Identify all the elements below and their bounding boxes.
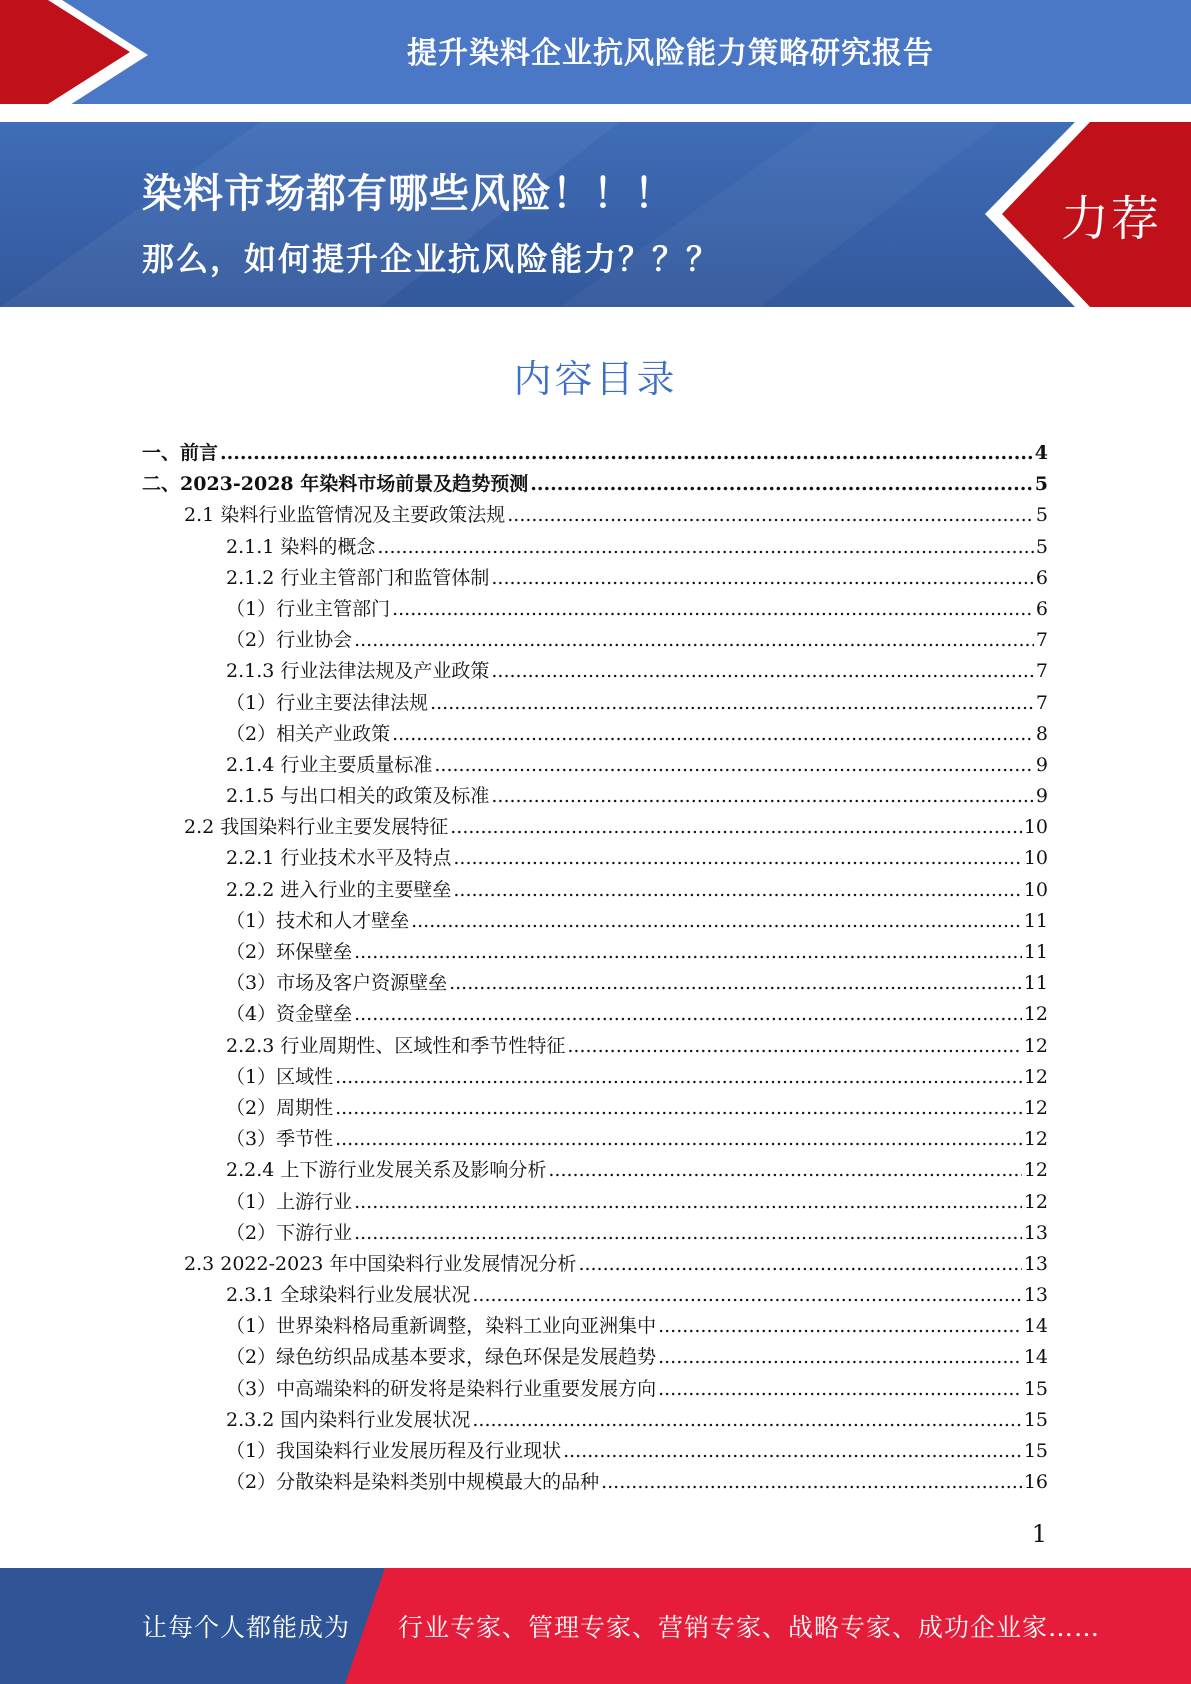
- toc-entry-label: （3）市场及客户资源壁垒: [226, 972, 448, 995]
- toc-leader-dots: [530, 469, 1033, 500]
- toc-entry[interactable]: [142, 1342, 1048, 1373]
- toc-entry-label: 一、前言: [142, 442, 219, 464]
- toc-entry-label: 二、2023-2028 年染料市场前景及趋势预测: [142, 473, 529, 496]
- toc-entry-label: （2）下游行业: [226, 1221, 353, 1244]
- toc-entry-page: 6: [1035, 597, 1048, 620]
- toc-entry-label: 2.2.2 进入行业的主要壁垒: [226, 878, 452, 901]
- toc-leader-dots: [335, 1062, 1022, 1093]
- toc-entry[interactable]: [142, 781, 1048, 812]
- toc-entry-label: （1）行业主要法律法规: [226, 691, 429, 714]
- toc-entry-page: 12: [1023, 1159, 1048, 1182]
- toc-entry-page: 10: [1023, 847, 1048, 870]
- report-title: 提升染料企业抗风险能力策略研究报告: [407, 36, 934, 71]
- toc-entry-page: 12: [1023, 1065, 1048, 1088]
- toc-entry-page: 12: [1023, 1128, 1048, 1151]
- toc-entry-page: 14: [1023, 1346, 1048, 1369]
- toc-leader-dots: [220, 438, 1033, 469]
- toc-entry-page: 8: [1035, 722, 1048, 745]
- toc-entry[interactable]: [142, 438, 1048, 469]
- toc-entry-page: 12: [1023, 1003, 1048, 1026]
- toc-leader-dots: [491, 563, 1034, 594]
- toc-leader-dots: [354, 937, 1022, 968]
- toc-leader-dots: [658, 1342, 1022, 1373]
- toc-entry[interactable]: [142, 1436, 1048, 1467]
- footer-slogan-right: 行业专家、管理专家、营销专家、战略专家、成功企业家……: [398, 1613, 1101, 1642]
- toc-leader-dots: [567, 1031, 1021, 1062]
- toc-entry[interactable]: [142, 1218, 1048, 1249]
- toc-entry-label: 2.3.1 全球染料行业发展状况: [226, 1284, 471, 1307]
- toc-leader-dots: [453, 843, 1021, 874]
- footer: [0, 1568, 1191, 1684]
- toc-leader-dots: [491, 656, 1034, 687]
- toc-leader-dots: [658, 1374, 1022, 1405]
- toc-entry-label: 2.1.3 行业法律法规及产业政策: [226, 660, 490, 683]
- toc-entry[interactable]: [142, 656, 1048, 687]
- toc-entry-page: 13: [1023, 1221, 1048, 1244]
- banner-subheadline: 那么，如何提升企业抗风险能力？？？: [142, 240, 721, 278]
- toc-entry[interactable]: [142, 812, 1048, 843]
- toc-entry[interactable]: [142, 563, 1048, 594]
- toc-entry[interactable]: [142, 469, 1048, 500]
- toc-leader-dots: [354, 1187, 1022, 1218]
- toc-entry-page: 7: [1035, 629, 1048, 652]
- toc-entry[interactable]: [142, 1467, 1048, 1498]
- toc-entry-page: 5: [1034, 473, 1048, 496]
- toc-leader-dots: [434, 750, 1034, 781]
- toc-entry-page: 15: [1023, 1408, 1048, 1431]
- toc-leader-dots: [392, 594, 1034, 625]
- toc-entry-page: 14: [1023, 1315, 1048, 1338]
- toc-entry-label: 2.2.3 行业周期性、区域性和季节性特征: [226, 1034, 566, 1057]
- toc-entry-page: 7: [1035, 691, 1048, 714]
- toc-leader-dots: [377, 532, 1034, 563]
- toc-leader-dots: [472, 1280, 1021, 1311]
- toc-entry-label: （1）区域性: [226, 1065, 334, 1088]
- toc-entry-page: 9: [1035, 753, 1048, 776]
- toc-entry-page: 13: [1023, 1252, 1048, 1275]
- toc-leader-dots: [507, 500, 1034, 531]
- toc-entry-label: （2）周期性: [226, 1096, 334, 1119]
- toc-entry[interactable]: [142, 1155, 1048, 1186]
- toc-leader-dots: [354, 625, 1034, 656]
- hero-banner: [0, 122, 1191, 307]
- toc-entry-page: 16: [1023, 1471, 1048, 1494]
- toc-leader-dots: [563, 1436, 1022, 1467]
- toc-entry-label: 2.3 2022-2023 年中国染料行业发展情况分析: [184, 1252, 577, 1275]
- toc-entry-page: 12: [1023, 1190, 1048, 1213]
- toc-leader-dots: [411, 906, 1022, 937]
- toc-entry-label: （1）我国染料行业发展历程及行业现状: [226, 1440, 562, 1462]
- toc-entry-page: 5: [1035, 535, 1048, 558]
- toc-entry-label: 2.1.5 与出口相关的政策及标准: [226, 785, 490, 808]
- toc-entry-label: （3）中高端染料的研发将是染料行业重要发展方向: [226, 1377, 657, 1400]
- toc-entry-label: （2）相关产业政策: [226, 722, 391, 745]
- toc-entry-page: 4: [1034, 442, 1048, 464]
- toc-entry[interactable]: [142, 937, 1048, 968]
- toc-entry[interactable]: [142, 1031, 1048, 1062]
- toc-leader-dots: [430, 688, 1034, 719]
- toc-entry-label: （1）技术和人才壁垒: [226, 909, 410, 932]
- toc-entry[interactable]: [142, 1311, 1048, 1342]
- toc-entry[interactable]: [142, 500, 1048, 531]
- toc-entry-label: （1）上游行业: [226, 1190, 353, 1213]
- toc-entry-label: （1）行业主管部门: [226, 597, 391, 620]
- toc-entry[interactable]: [142, 1187, 1048, 1218]
- toc-entry-label: （2）环保壁垒: [226, 941, 353, 963]
- toc-leader-dots: [658, 1311, 1022, 1342]
- toc-leader-dots: [449, 968, 1022, 999]
- toc-entry-label: 2.2.1 行业技术水平及特点: [226, 847, 452, 870]
- toc-entry[interactable]: [142, 968, 1048, 999]
- toc-entry[interactable]: [142, 594, 1048, 625]
- toc-entry-label: 2.1.1 染料的概念: [226, 535, 376, 558]
- toc-leader-dots: [453, 875, 1021, 906]
- toc-entry[interactable]: [142, 1124, 1048, 1155]
- banner-headline: 染料市场都有哪些风险！！！: [142, 171, 675, 217]
- toc-entry[interactable]: [142, 1374, 1048, 1405]
- toc-entry[interactable]: [142, 875, 1048, 906]
- header-divider: [0, 104, 1191, 122]
- toc-entry-page: 11: [1023, 941, 1048, 963]
- toc-entry-page: 15: [1023, 1440, 1048, 1462]
- toc-entry[interactable]: [142, 625, 1048, 656]
- toc-entry-label: 2.1.2 行业主管部门和监管体制: [226, 566, 490, 589]
- red-chevron-decor: [0, 0, 150, 110]
- page-number: 1: [1031, 1520, 1047, 1548]
- footer-slogan-left: 让每个人都能成为: [142, 1613, 351, 1642]
- toc-entry-page: 12: [1023, 1096, 1048, 1119]
- toc-entry-label: （1）世界染料格局重新调整，染料工业向亚洲集中: [226, 1315, 657, 1338]
- toc-entry-label: 2.1 染料行业监管情况及主要政策法规: [184, 504, 506, 527]
- header-bar: [0, 0, 1191, 110]
- toc-entry-page: 12: [1023, 1034, 1048, 1057]
- toc-entry-page: 9: [1035, 785, 1048, 808]
- toc-entry-label: （4）资金壁垒: [226, 1003, 353, 1026]
- toc-entry[interactable]: [142, 843, 1048, 874]
- toc-entry-label: 2.3.2 国内染料行业发展状况: [226, 1408, 471, 1431]
- toc-entry-label: （3）季节性: [226, 1128, 334, 1151]
- toc-entry-label: 2.1.4 行业主要质量标准: [226, 753, 433, 776]
- toc-entry[interactable]: [142, 1062, 1048, 1093]
- toc-leader-dots: [548, 1155, 1021, 1186]
- table-of-contents: [142, 438, 1048, 1498]
- toc-entry[interactable]: [142, 688, 1048, 719]
- toc-entry[interactable]: [142, 1405, 1048, 1436]
- toc-entry[interactable]: [142, 750, 1048, 781]
- toc-entry[interactable]: [142, 532, 1048, 563]
- toc-entry[interactable]: [142, 1280, 1048, 1311]
- toc-leader-dots: [472, 1405, 1021, 1436]
- toc-leader-dots: [354, 999, 1022, 1030]
- toc-leader-dots: [335, 1124, 1022, 1155]
- toc-entry-label: 2.2 我国染料行业主要发展特征: [184, 816, 449, 839]
- toc-leader-dots: [335, 1093, 1022, 1124]
- toc-entry[interactable]: [142, 719, 1048, 750]
- toc-entry-page: 11: [1023, 909, 1048, 932]
- toc-entry-page: 6: [1035, 566, 1048, 589]
- toc-entry-label: （2）绿色纺织品成基本要求，绿色环保是发展趋势: [226, 1346, 657, 1369]
- toc-leader-dots: [392, 719, 1034, 750]
- toc-entry[interactable]: [142, 1249, 1048, 1280]
- toc-entry-page: 11: [1023, 972, 1048, 995]
- recommend-badge: 力荐: [1060, 191, 1161, 247]
- toc-entry[interactable]: [142, 1093, 1048, 1124]
- toc-entry-page: 10: [1023, 878, 1048, 901]
- toc-leader-dots: [450, 812, 1022, 843]
- toc-leader-dots: [601, 1467, 1022, 1498]
- toc-entry-label: 2.2.4 上下游行业发展关系及影响分析: [226, 1159, 547, 1182]
- toc-entry-page: 5: [1035, 504, 1048, 527]
- toc-leader-dots: [578, 1249, 1021, 1280]
- toc-entry-label: （2）分散染料是染料类别中规模最大的品种: [226, 1471, 600, 1494]
- toc-entry-label: （2）行业协会: [226, 629, 353, 652]
- toc-entry-page: 7: [1035, 660, 1048, 683]
- toc-entry[interactable]: [142, 999, 1048, 1030]
- toc-entry-page: 10: [1023, 816, 1048, 839]
- toc-leader-dots: [491, 781, 1034, 812]
- toc-entry-page: 15: [1023, 1377, 1048, 1400]
- toc-entry[interactable]: [142, 906, 1048, 937]
- toc-entry-page: 13: [1023, 1284, 1048, 1307]
- toc-title: 内容目录: [513, 357, 678, 401]
- toc-leader-dots: [354, 1218, 1022, 1249]
